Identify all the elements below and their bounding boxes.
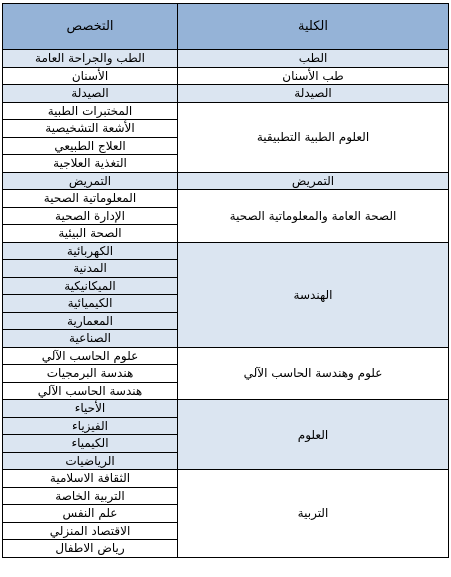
specialization-cell: الرياضيات: [3, 452, 178, 470]
table-row: [3, 67, 449, 85]
table-row: [3, 470, 449, 488]
specialization-cell: المعلوماتية الصحية: [3, 190, 178, 208]
specialization-cell: التغذية العلاجية: [3, 155, 178, 173]
specialization-cell: الميكانيكية: [3, 277, 178, 295]
table-row: [3, 172, 449, 190]
table-row: [3, 400, 449, 418]
specialization-cell: العلاج الطبيعي: [3, 137, 178, 155]
college-cell: طب الأسنان: [178, 67, 449, 85]
college-cell: الصحة العامة والمعلوماتية الصحية: [178, 190, 449, 243]
college-cell: التمريض: [178, 172, 449, 190]
college-cell: علوم وهندسة الحاسب الآلي: [178, 347, 449, 400]
table-row: [3, 50, 449, 68]
specialization-cell: التمريض: [3, 172, 178, 190]
college-cell: العلوم: [178, 400, 449, 470]
table-row: [3, 102, 449, 120]
table-row: [3, 85, 449, 103]
table-row: [3, 190, 449, 208]
specialization-cell: الصناعية: [3, 330, 178, 348]
specialization-cell: الأسنان: [3, 67, 178, 85]
colleges-table: [2, 3, 449, 558]
college-cell: الهندسة: [178, 242, 449, 347]
specialization-cell: الصحة البيئية: [3, 225, 178, 243]
table-body: [3, 50, 449, 558]
specialization-cell: هندسة البرمجيات: [3, 365, 178, 383]
specialization-cell: الكيمياء: [3, 435, 178, 453]
specialization-cell: رياض الاطفال: [3, 540, 178, 558]
specialization-cell: الكيميائية: [3, 295, 178, 313]
specialization-column-header: التخصص: [3, 4, 178, 50]
college-cell: الصيدلة: [178, 85, 449, 103]
table-row: [3, 347, 449, 365]
specialization-cell: التربية الخاصة: [3, 487, 178, 505]
college-cell: التربية: [178, 470, 449, 558]
college-cell: العلوم الطبية التطبيقية: [178, 102, 449, 172]
specialization-cell: الأحياء: [3, 400, 178, 418]
specialization-cell: الطب والجراحة العامة: [3, 50, 178, 68]
specialization-cell: الاقتصاد المنزلي: [3, 522, 178, 540]
college-column-header: الكلية: [178, 4, 449, 50]
specialization-cell: المعمارية: [3, 312, 178, 330]
specialization-cell: الثقافة الاسلامية: [3, 470, 178, 488]
specialization-cell: المختبرات الطبية: [3, 102, 178, 120]
specialization-cell: الفيزياء: [3, 417, 178, 435]
table-row: [3, 242, 449, 260]
specialization-cell: المدنية: [3, 260, 178, 278]
specialization-cell: الكهربائية: [3, 242, 178, 260]
specialization-cell: علم النفس: [3, 505, 178, 523]
specialization-cell: هندسة الحاسب الآلي: [3, 382, 178, 400]
header-row: [3, 4, 449, 50]
college-cell: الطب: [178, 50, 449, 68]
specialization-cell: الأشعة التشخيصية: [3, 120, 178, 138]
specialization-cell: الإدارة الصحية: [3, 207, 178, 225]
specialization-cell: علوم الحاسب الآلي: [3, 347, 178, 365]
specialization-cell: الصيدلة: [3, 85, 178, 103]
